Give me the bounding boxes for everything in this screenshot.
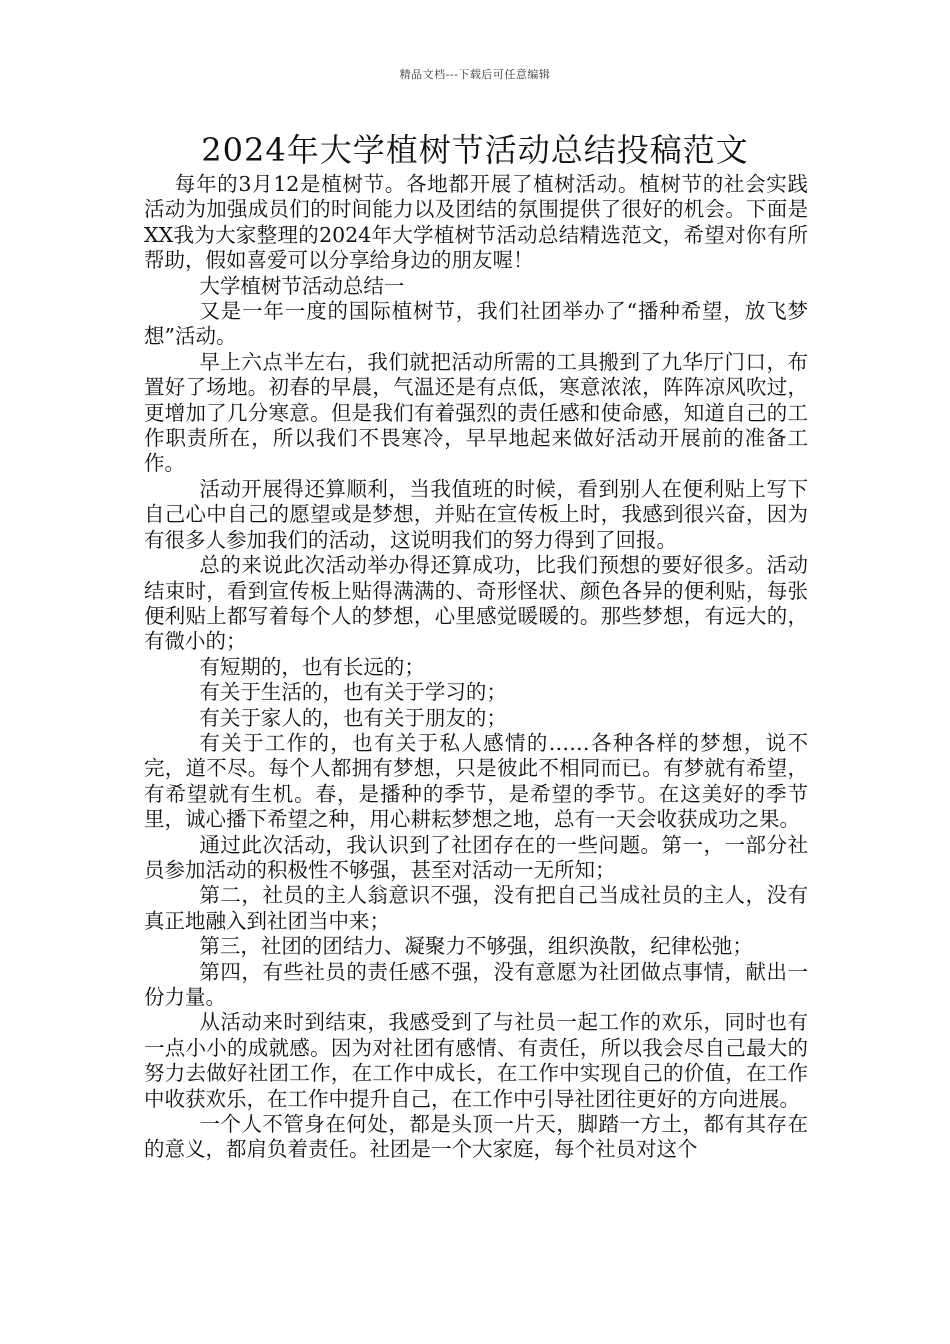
body-paragraph: 活动开展得还算顺利，当我值班的时候，看到别人在便利贴上写下自己心中自己的愿望或是梦想，并贴在宣传板上时，我感到很兴奋，因为有很多人参加我们的活动，这说明我们的努力得到了回报。	[144, 476, 808, 552]
body-paragraph: 第三，社团的团结力、凝聚力不够强，组织涣散，纪律松弛；	[199, 934, 753, 959]
section-heading: 大学植树节活动总结一	[199, 273, 405, 298]
body-paragraph: 通过此次活动，我认识到了社团存在的一些问题。第一，一部分社员参加活动的积极性不够强，甚至对活动一无所知；	[144, 832, 808, 882]
document-title: 2024年大学植树节活动总结投稿范文	[201, 131, 749, 169]
body-paragraph: 第四，有些社员的责任感不强，没有意愿为社团做点事情，献出一份力量。	[144, 959, 808, 1009]
body-paragraph: 总的来说此次活动举办得还算成功，比我们预想的要好很多。活动结束时，看到宣传板上贴得满满的、奇形怪状、颜色各异的便利贴，每张便利贴上都写着每个人的梦想，心里感觉暖暖的。那些梦想，有远大的，有微小的；	[144, 553, 808, 654]
body-paragraph: 有关于家人的，也有关于朋友的；	[199, 705, 507, 730]
body-paragraph: 第二，社员的主人翁意识不强，没有把自己当成社员的主人，没有真正地融入到社团当中来；	[144, 883, 808, 933]
body-paragraph: 一个人不管身在何处，都是头顶一片天，脚踏一方土，都有其存在的意义，都肩负着责任。社团是一个大家庭，每个社员对这个	[144, 1112, 808, 1162]
document-body	[144, 172, 808, 1163]
body-paragraph: 从活动来时到结束，我感受到了与社员一起工作的欢乐，同时也有一点小小的成就感。因为对社团有感情、有责任，所以我会尽自己最大的努力去做好社团工作，在工作中成长，在工作中实现自己的价值，在工作中收获欢乐，在工作中提升自己，在工作中引导社团往更好的方向进展。	[144, 1010, 808, 1111]
body-paragraph: 有短期的，也有长远的；	[199, 654, 425, 679]
intro-paragraph: 每年的3月12是植树节。各地都开展了植树活动。植树节的社会实践活动为加强成员们的时间能力以及团结的氛围提供了很好的机会。下面是XX我为大家整理的2024年大学植树节活动总结精选范文，希望对你有所帮助，假如喜爱可以分享给身边的朋友喔！	[144, 172, 808, 273]
body-paragraph: 又是一年一度的国际植树节，我们社团举办了“播种希望，放飞梦想”活动。	[144, 299, 808, 349]
body-paragraph: 有关于工作的，也有关于私人感情的……各种各样的梦想，说不完，道不尽。每个人都拥有梦想，只是彼此不相同而已。有梦就有希望，有希望就有生机。春，是播种的季节，是希望的季节。在这美好的季节里，诚心播下希望之种，用心耕耘梦想之地，总有一天会收获成功之果。	[144, 730, 808, 832]
header-note: 精品文档---下载后可任意编辑	[399, 68, 551, 81]
body-paragraph: 早上六点半左右，我们就把活动所需的工具搬到了九华厅门口，布置好了场地。初春的早晨，气温还是有点低，寒意浓浓，阵阵凉风吹过，更增加了几分寒意。但是我们有着强烈的责任感和使命感，知道自己的工作职责所在，所以我们不畏寒冷，早早地起来做好活动开展前的准备工作。	[144, 349, 808, 476]
body-paragraph: 有关于生活的，也有关于学习的；	[199, 680, 507, 705]
